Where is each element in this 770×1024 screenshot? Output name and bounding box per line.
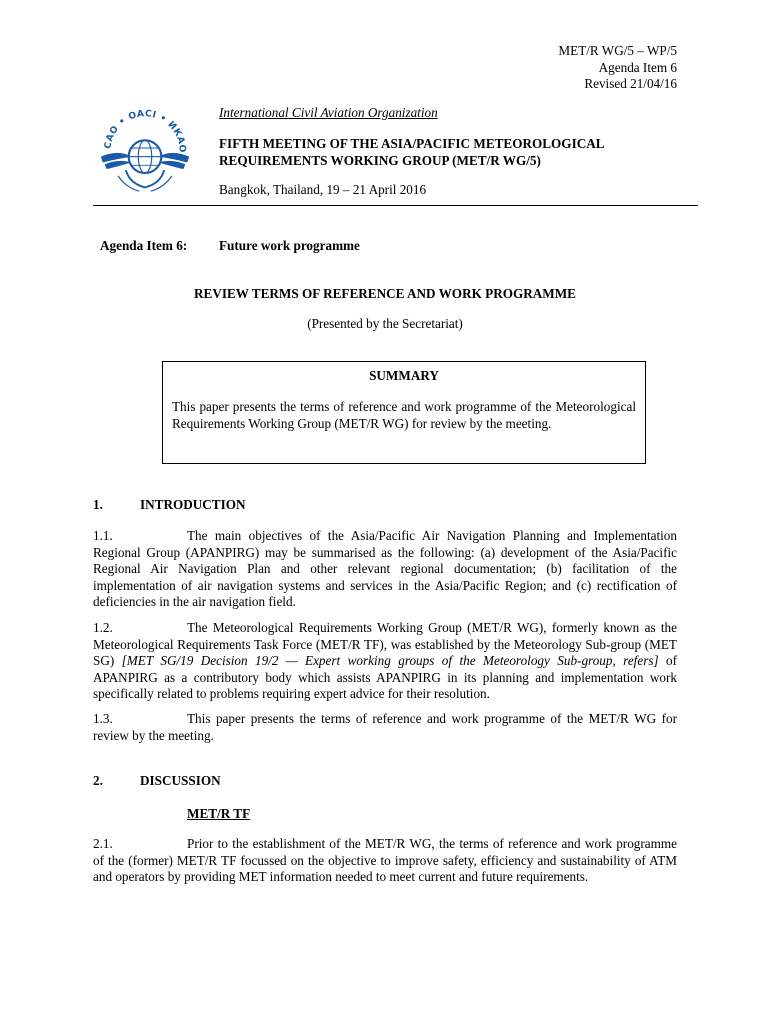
- meeting-venue: Bangkok, Thailand, 19 – 21 April 2016: [219, 182, 427, 197]
- meeting-title-line: FIFTH MEETING OF THE ASIA/PACIFIC METEOROLOGICAL: [219, 136, 605, 151]
- paragraph-text: of APANPIRG as a contributory body which assists APANPIRG in its planning and implementation work specifically related to problems requiring expert advice for their resolution.: [93, 653, 678, 701]
- presented-by: (Presented by the Secretariat): [307, 316, 463, 331]
- paragraph-number: 1.3.: [93, 711, 113, 726]
- paragraph-text: The main objectives of the Asia/Pacific Air Navigation Planning and Implementation Regional Group (APANPIRG) may be summarised as the following: (a) development of the Asia/Pacific Regional Air Navigation Plan and other relevant regional documentation; (b) facilitation of the implementation of air navigation systems and services in the Asia/Pacific Region; and (c) rectification of deficiencies in the air navigation field.: [93, 528, 677, 609]
- paragraph-citation: [MET SG/19 Decision 19/2 — Expert working groups of the Meteorology Sub-group, refers]: [121, 653, 659, 668]
- paragraph: [93, 711, 677, 744]
- section-number: 2.: [93, 773, 103, 788]
- ref-line: MET/R WG/5 – WP/5: [558, 43, 677, 58]
- summary-text: This paper presents the terms of reference and work programme of the Meteorological Requirements Working Group (MET/R WG) for review by the meeting.: [172, 399, 636, 431]
- paragraph-number: 1.2.: [93, 620, 113, 635]
- summary-box: [162, 361, 646, 464]
- paragraph: [93, 620, 677, 703]
- paragraph-text: Prior to the establishment of the MET/R WG, the terms of reference and work programme of the (former) MET/R TF focussed on the objective to improve safety, efficiency and sustainability of ATM and operators by providing MET information needed to meet current and future requirements.: [93, 836, 677, 884]
- paragraph-number: 2.1.: [93, 836, 113, 851]
- section-title: DISCUSSION: [140, 773, 221, 788]
- icao-emblem-icon: [97, 101, 193, 197]
- document-title: REVIEW TERMS OF REFERENCE AND WORK PROGRAMME: [194, 286, 576, 301]
- section-number: 1.: [93, 497, 103, 512]
- paragraph: [93, 528, 677, 611]
- section-title: INTRODUCTION: [140, 497, 246, 512]
- paragraph-text: This paper presents the terms of reference and work programme of the MET/R WG for review by the meeting.: [93, 711, 677, 743]
- agenda-item-title: Future work programme: [219, 238, 360, 253]
- meeting-title-line: REQUIREMENTS WORKING GROUP (MET/R WG/5): [219, 152, 541, 168]
- subsection-heading: MET/R TF: [187, 806, 251, 821]
- organization-name: International Civil Aviation Organization: [219, 105, 438, 120]
- paragraph: [93, 836, 677, 886]
- paragraph-text: The Meteorological Requirements Working Group (MET/R WG), formerly known as the Meteorological Requirements Task Force (MET/R TF), was established by the Meteorology Sub-group (MET SG): [93, 620, 677, 668]
- document-reference: [558, 43, 677, 93]
- ref-line: Agenda Item 6: [598, 59, 677, 75]
- logo-ring-text: CAO • OACI • ИКАО: [103, 109, 187, 154]
- svg-text:ICAO • OACI • ИКАО: [97, 101, 187, 153]
- agenda-item-label: Agenda Item 6:: [100, 238, 188, 253]
- summary-heading: SUMMARY: [369, 368, 439, 383]
- paragraph-number: 1.1.: [93, 528, 113, 543]
- header-divider: [93, 205, 698, 206]
- ref-line: Revised 21/04/16: [584, 76, 677, 91]
- meeting-title: [219, 136, 605, 169]
